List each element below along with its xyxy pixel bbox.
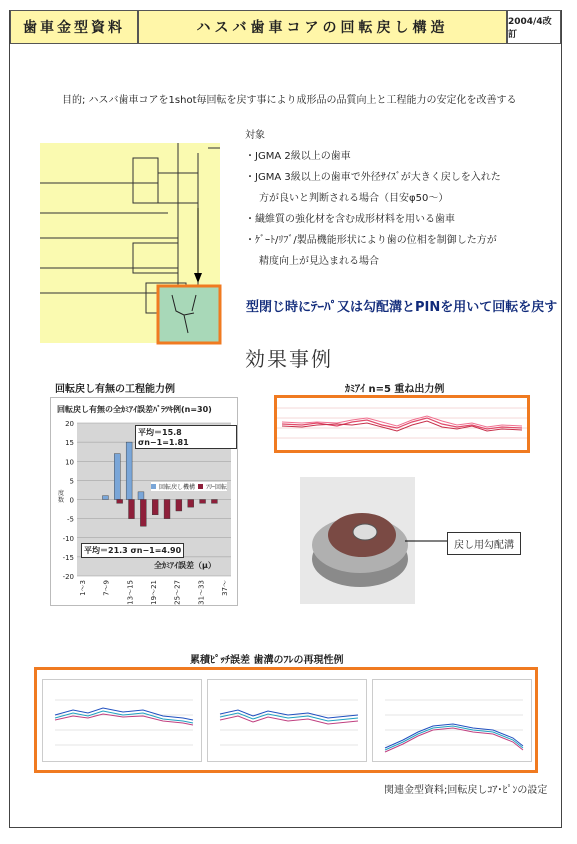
- target-item: ・繊維質の強化材を含む成形材料を用いる歯車: [245, 214, 455, 225]
- pitch-panel-1: [42, 679, 202, 762]
- y-tick-label: -5: [67, 515, 74, 524]
- bar-1: [129, 500, 135, 519]
- legend-label-a: 回転戻し機構: [159, 484, 196, 491]
- y-tick-label: 5: [69, 477, 74, 486]
- bar-0: [126, 442, 132, 499]
- pitch-charts: [34, 667, 538, 773]
- bar-0: [114, 454, 120, 500]
- target-item: ・JGMA 2級以上の歯車: [245, 151, 351, 162]
- y-tick-label: 20: [65, 420, 74, 428]
- gear-core-photo: [300, 477, 415, 604]
- x-tick-label: 13〜15: [126, 580, 135, 605]
- pitch-panel-2: [207, 679, 367, 762]
- y-axis-label: 度数: [58, 490, 65, 504]
- y-tick-label: 10: [65, 458, 74, 467]
- x-tick-label: 25〜27: [173, 580, 182, 605]
- x-axis-label: 全ｶﾐｱｲ誤差（μ）: [154, 561, 216, 570]
- y-tick-label: -10: [62, 534, 74, 543]
- header-date: 2004/4改訂: [507, 10, 561, 44]
- x-tick-label: 37〜: [221, 580, 230, 596]
- groove-callout: 戻し用勾配溝: [447, 532, 521, 555]
- legend-swatch-b: [198, 484, 203, 489]
- header-bar: [10, 10, 561, 46]
- legend-swatch-a: [151, 484, 156, 489]
- bar-0: [138, 492, 144, 500]
- x-tick-label: 7〜9: [102, 580, 111, 596]
- bar-1: [117, 500, 123, 504]
- bar-1: [164, 500, 170, 519]
- x-tick-label: 1〜3: [78, 580, 87, 596]
- purpose-text: 目的; ハスバ歯車コアを1shot毎回転を戻す事により成形品の品質向上と工程能力の安定化を改善する: [62, 95, 517, 106]
- pitch-plot-3: [373, 680, 531, 761]
- footer-note: 関連金型資料;回転戻しｺｱ･ﾋﾟﾝの設定: [384, 785, 548, 796]
- bar-1: [152, 500, 158, 515]
- x-tick-label: 31〜33: [197, 580, 206, 605]
- y-tick-label: -20: [62, 573, 74, 581]
- bar-1: [200, 500, 206, 504]
- meshing-chart: [274, 395, 530, 453]
- pitch-plot-1: [43, 680, 201, 761]
- headline: 型閉じ時にﾃｰﾊﾟ又は勾配溝とPINを用いて回転を戻す: [246, 300, 558, 315]
- x-tick-label: 19〜21: [150, 580, 158, 605]
- capability-chart: [50, 397, 238, 606]
- chart-title: 回転戻し有無の全ｶﾐｱｲ誤差ﾊﾞﾗﾂｷ例(n=30): [57, 405, 212, 414]
- meshing-section-title: ｶﾐｱｲ n=5 重ね出力例: [345, 384, 445, 395]
- y-tick-label: 15: [65, 439, 74, 448]
- target-list: [245, 125, 501, 272]
- target-heading: 対象: [245, 130, 265, 141]
- pitch-plot-2: [208, 680, 366, 761]
- target-item: 精度向上が見込まれる場合: [259, 256, 379, 267]
- target-item: 方が良いと判断される場合（目安φ50〜）: [259, 193, 449, 204]
- callout-line: [405, 536, 450, 546]
- target-item: ・ｹﾞｰﾄ/ﾘﾌﾞ/製品機能形状により歯の位相を制御した方が: [245, 235, 497, 246]
- bar-1: [140, 500, 146, 527]
- bar-1: [176, 500, 182, 511]
- legend-label-b: ﾌﾘｰ回転: [206, 484, 228, 491]
- mechanism-drawing: [38, 143, 228, 348]
- header-title: ハスバ歯車コアの回転戻し構造: [138, 10, 507, 44]
- bar-1: [211, 500, 217, 504]
- capability-section-title: 回転戻し有無の工程能力例: [55, 384, 175, 395]
- y-tick-label: -15: [62, 553, 74, 562]
- pitch-section-title: 累積ﾋﾟｯﾁ誤差 歯溝のﾌﾚの再現性例: [190, 655, 344, 666]
- header-category: 歯車金型資料: [10, 10, 138, 44]
- meshing-plot: [277, 398, 527, 450]
- effect-title: 効果事例: [245, 347, 333, 371]
- chart-legend: [151, 482, 227, 491]
- bar-1: [188, 500, 194, 508]
- stat-bottom: 平均＝21.3 σn−1=4.90: [81, 543, 184, 558]
- bar-0: [102, 496, 108, 500]
- y-tick-label: 0: [69, 496, 74, 505]
- target-item: ・JGMA 3級以上の歯車で外径ｻｲｽﾞが大きく戻しを入れた: [245, 172, 501, 183]
- pitch-panel-3: [372, 679, 532, 762]
- gear-core-image: [300, 477, 415, 604]
- stat-top: 平均＝15.8 σn−1=1.81: [135, 425, 237, 449]
